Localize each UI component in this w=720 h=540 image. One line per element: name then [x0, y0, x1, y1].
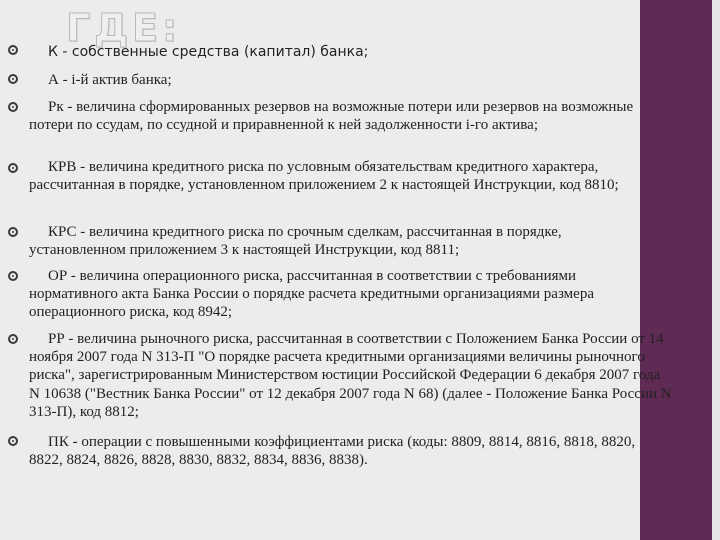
bullet-icon: [8, 74, 18, 84]
list-item-text: ПК - операции с повышенными коэффициентами риска (коды: 8809, 8814, 8816, 8818, 8820, 8822, 8824, 8826, 8828, 8830, 8832, 8834, 8836, 8838).: [29, 434, 636, 469]
bullet-icon: [8, 436, 18, 446]
bullet-icon: [8, 334, 18, 344]
list-item-text: КРС - величина кредитного риска по срочным сделкам, рассчитанная в порядке, установленном приложением 3 к настоящей Инструкции, код 8811;: [29, 224, 562, 259]
bullet-icon: [8, 271, 18, 281]
slide-title: ГДЕ:: [66, 6, 182, 50]
slide-edge: [712, 0, 720, 540]
list-item-text: КРВ - величина кредитного риска по условным обязательствам кредитного характера, рассчитанная в порядке, установленном приложением 2 к настоящей Инструкции, код 8810;: [29, 159, 619, 194]
list-item-text: А - i-й актив банка;: [48, 72, 172, 88]
bullet-icon: [8, 102, 18, 112]
list-item-text: РР - величина рыночного риска, рассчитанная в соответствии с Положением Банка России от 14 ноября 2007 года N 313-П "О порядке расчета кредитными организациями величины рыночного риска", зарегистрированным Министерством юстиции Российской Федерации 6 декабря 2007 года N 10638 ("Вестник Банка России" от 12 декабря 2007 года N 68) (далее - Положение Банка России N 313-П), код 8812;: [29, 331, 672, 420]
bullet-icon: [8, 45, 18, 55]
list-item-text: ОР - величина операционного риска, рассчитанная в соответствии с требованиями нормативного акта Банка России о порядке расчета кредитными организациями размера операционного риска, код 8942;: [29, 268, 594, 321]
bullet-icon: [8, 163, 18, 173]
list-item-text: К - собственные средства (капитал) банка;: [48, 44, 369, 60]
list-item-text: Рк - величина сформированных резервов на возможные потери или резервов на возможные потери по ссудам, по ссудной и приравненной к ней задолженности i-го актива;: [29, 99, 634, 134]
bullet-icon: [8, 227, 18, 237]
